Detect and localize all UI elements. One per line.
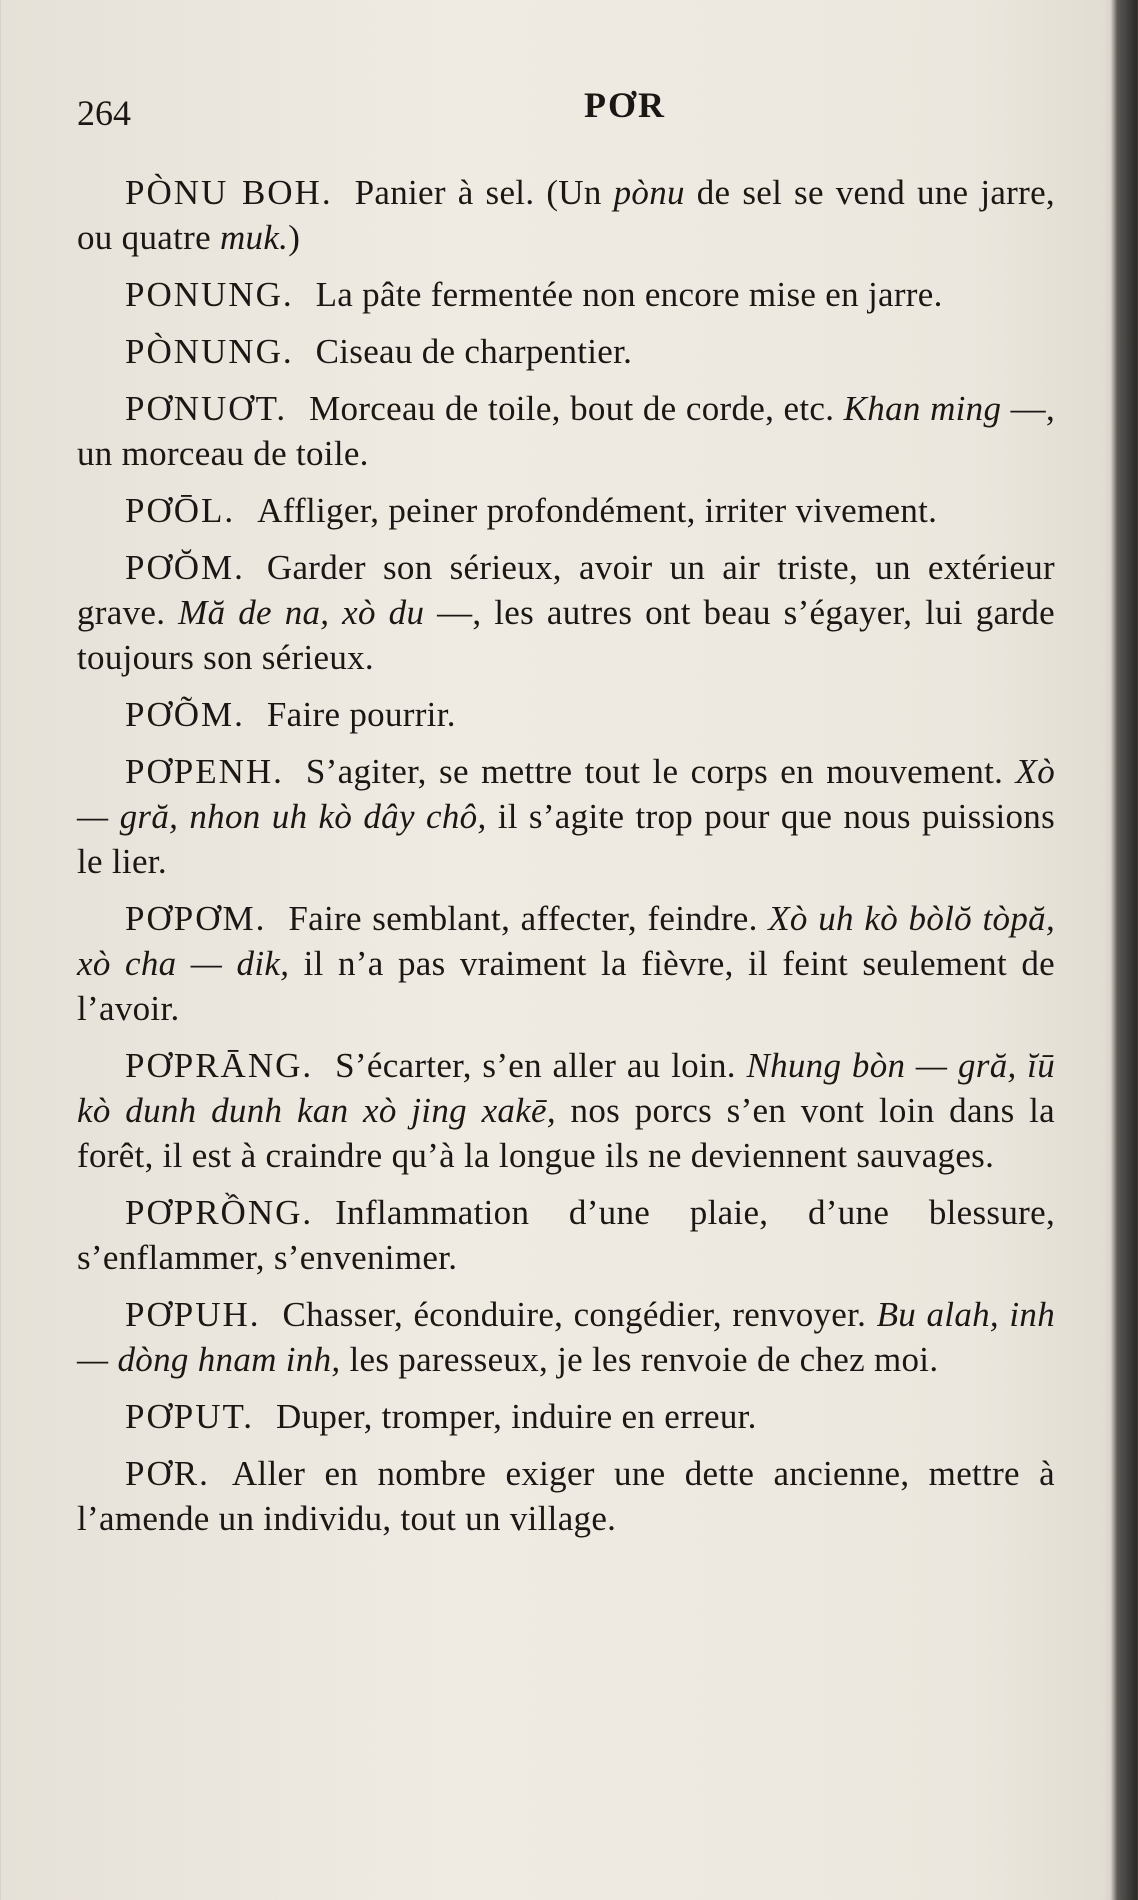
entry-headword: PƠR. <box>125 1454 210 1493</box>
entry-definition: Inflammation d’une plaie, d’une blessure, s’enflammer, s’envenimer. <box>77 1193 1055 1277</box>
dictionary-entry <box>77 1190 1055 1280</box>
entry-example: Mă de na, xò du <box>178 593 425 632</box>
entry-definition: Faire semblant, affecter, feindre. <box>288 899 769 938</box>
entry-headword: PƠPUH. <box>125 1295 261 1334</box>
entry-headword: PƠPƠM. <box>125 899 267 938</box>
entry-headword: PƠPRĀNG. <box>125 1046 314 1085</box>
entry-definition: —, un morceau de toile. <box>77 389 1056 473</box>
entry-headword: PƠPUT. <box>125 1397 255 1436</box>
entry-headword: PƠŌL. <box>125 491 236 530</box>
entry-headword: PƠPRỒNG. <box>125 1193 314 1232</box>
entry-definition: Chasser, éconduire, congédier, renvoyer. <box>282 1295 877 1334</box>
entry-example: muk. <box>219 218 289 257</box>
entry-headword: PƠÕM. <box>125 695 245 734</box>
entry-example: pònu <box>613 173 685 212</box>
dictionary-entry <box>77 1394 1055 1439</box>
dictionary-entry <box>77 170 1055 260</box>
running-head: PƠR <box>584 85 666 125</box>
entry-definition: —, les autres ont beau s’égayer, lui garde toujours son sérieux. <box>77 593 1055 677</box>
dictionary-entry <box>77 329 1055 374</box>
dictionary-entry <box>77 692 1055 737</box>
entry-definition: Panier à sel. (Un <box>354 173 614 212</box>
entry-definition: il s’agite trop pour que nous puissions le lier. <box>77 797 1055 881</box>
entry-definition: Faire pourrir. <box>266 695 456 734</box>
entry-headword: PÒNUNG. <box>125 332 294 371</box>
entry-definition: S’agiter, se mettre tout le corps en mouvement. <box>305 752 1016 791</box>
dictionary-entry <box>77 896 1055 1031</box>
entry-definition: Aller en nombre exiger une dette ancienne, mettre à l’amende un individu, tout un village. <box>77 1454 1055 1538</box>
entry-definition: Morceau de toile, bout de corde, etc. <box>309 389 844 428</box>
entry-definition: Garder son sérieux, avoir un air triste, un extérieur grave. <box>77 548 1055 632</box>
entry-definition: ) <box>288 218 301 257</box>
entry-example: Bu alah, inh — dòng hnam inh, <box>77 1295 1055 1379</box>
entry-definition: Ciseau de charpentier. <box>315 332 633 371</box>
dictionary-entry <box>77 1043 1055 1178</box>
entry-definition: Affliger, peiner profondément, irriter vivement. <box>257 491 938 530</box>
entry-definition: il n’a pas vraiment la fièvre, il feint seulement de l’avoir. <box>77 944 1055 1028</box>
entry-example: Khan ming <box>843 389 1002 428</box>
dictionary-entry <box>77 488 1055 533</box>
dictionary-entry <box>77 386 1055 476</box>
entry-headword: PƠŎM. <box>125 548 245 587</box>
entry-headword: PƠNUƠT. <box>125 389 288 428</box>
dictionary-entries <box>77 170 1055 1553</box>
entry-example: Xò — gră, nhon uh kò dây chô, <box>77 752 1055 836</box>
entry-example: Xò uh kò bòlŏ tòpă, xò cha — dik, <box>77 899 1055 983</box>
dictionary-entry <box>77 1292 1055 1382</box>
page-number: 264 <box>77 93 131 133</box>
entry-definition: nos porcs s’en vont loin dans la forêt, il est à craindre qu’à la longue ils ne deviennent sauvages. <box>77 1091 1055 1175</box>
entry-headword: PONUNG. <box>125 275 294 314</box>
entry-headword: PÒNU BOH. <box>125 173 333 212</box>
entry-example: Nhung bòn — gră, ĭū kò dunh dunh kan xò jing xakē, <box>77 1046 1055 1130</box>
entry-headword: PƠPENH. <box>125 752 284 791</box>
entry-definition: S’écarter, s’en aller au loin. <box>335 1046 747 1085</box>
dictionary-entry <box>77 545 1055 680</box>
dictionary-entry <box>77 1451 1055 1541</box>
entry-definition: Duper, tromper, induire en erreur. <box>276 1397 757 1436</box>
entry-definition: de sel se vend une jarre, ou quatre <box>77 173 1055 257</box>
entry-definition: les paresseux, je les renvoie de chez moi. <box>340 1340 939 1379</box>
dictionary-entry <box>77 272 1055 317</box>
entry-definition: La pâte fermentée non encore mise en jarre. <box>315 275 943 314</box>
dictionary-entry <box>77 749 1055 884</box>
